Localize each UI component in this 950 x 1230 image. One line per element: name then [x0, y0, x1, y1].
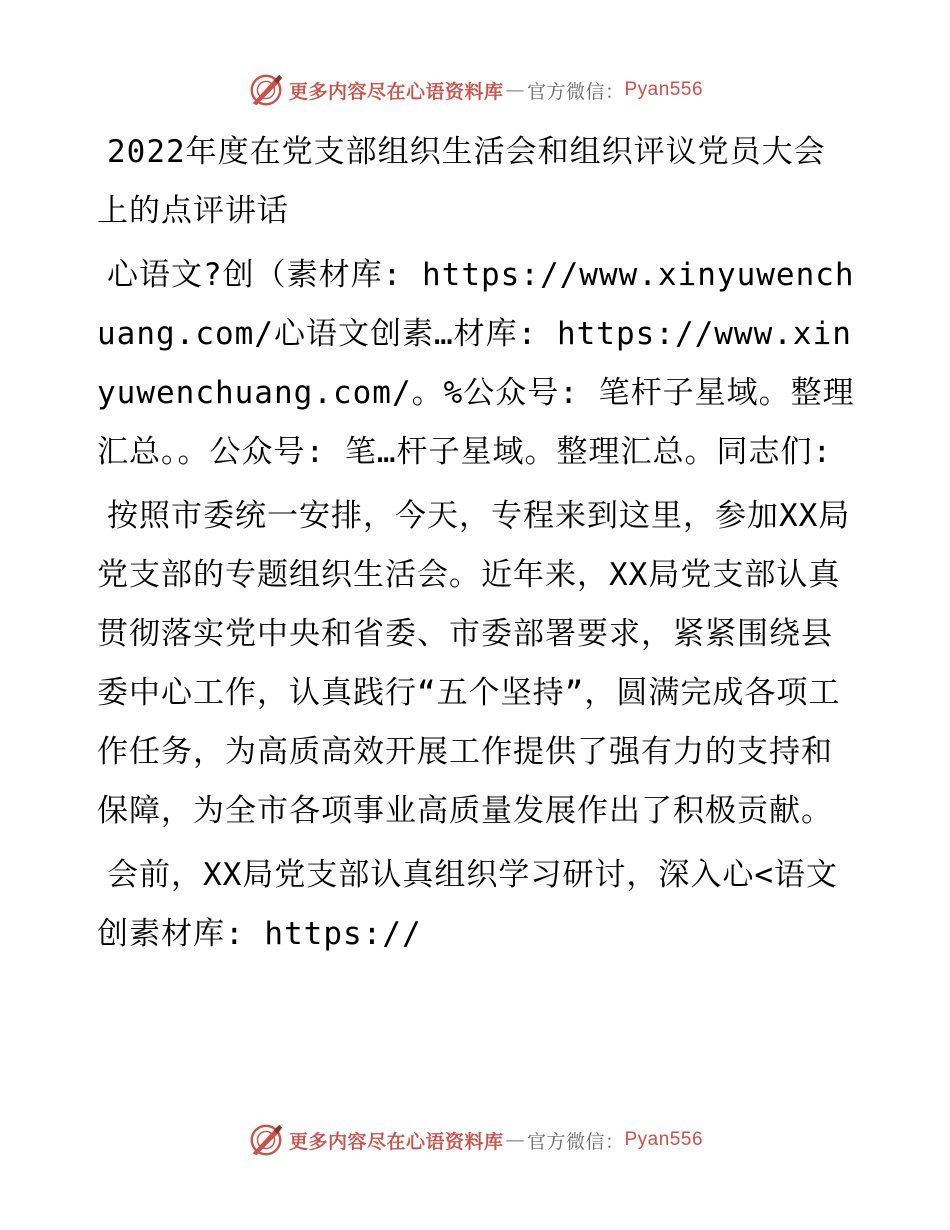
paragraph-3: 会前，XX局党支部认真组织学习研讨，深入心<语文创素材库: https:// [97, 857, 838, 952]
banner-dash: — [505, 79, 525, 101]
paragraph-2: 按照市委统一安排，今天，专程来到这里，参加XX局党支部的专题组织生活会。近年来，XX局党支部认真贯彻落实党中央和省委、市委部署要求，紧紧围绕县委中心工作，认真践行“五个坚持”，圆满完成各项工作任务，为高质高效开展工作提供了强有力的支持和保障，为全市各项事业高质量发展作出了积极贡献。 [97, 498, 851, 829]
banner-wechat-label: 官方微信： [526, 1130, 625, 1153]
document-body [97, 123, 857, 969]
pen-logo-icon [247, 1121, 285, 1159]
banner-text: 更多内容尽在心语资料库 [288, 1130, 504, 1153]
pen-logo-icon [247, 71, 285, 109]
document-title: 2022年度在党支部组织生活会和组织评议党员大会上的点评讲话 [97, 134, 826, 229]
banner-text: 更多内容尽在心语资料库 [288, 80, 504, 103]
banner-dash: — [505, 1129, 525, 1151]
header-banner [0, 70, 950, 110]
banner-wechat-id: Pyan556 [624, 1129, 704, 1150]
banner-wechat-label: 官方微信： [526, 80, 625, 103]
paragraph-1: 心语文?创（素材库: https://www.xinyuwenchuang.com/心语文创素…材库: https://www.xinyuwenchuang.com/。%公众号: 笔杆子星域。整理汇总。。公众号: 笔…杆子星域。整理汇总。同志们: [97, 257, 855, 470]
banner-wechat-id: Pyan556 [624, 79, 704, 100]
footer-banner [0, 1120, 950, 1160]
